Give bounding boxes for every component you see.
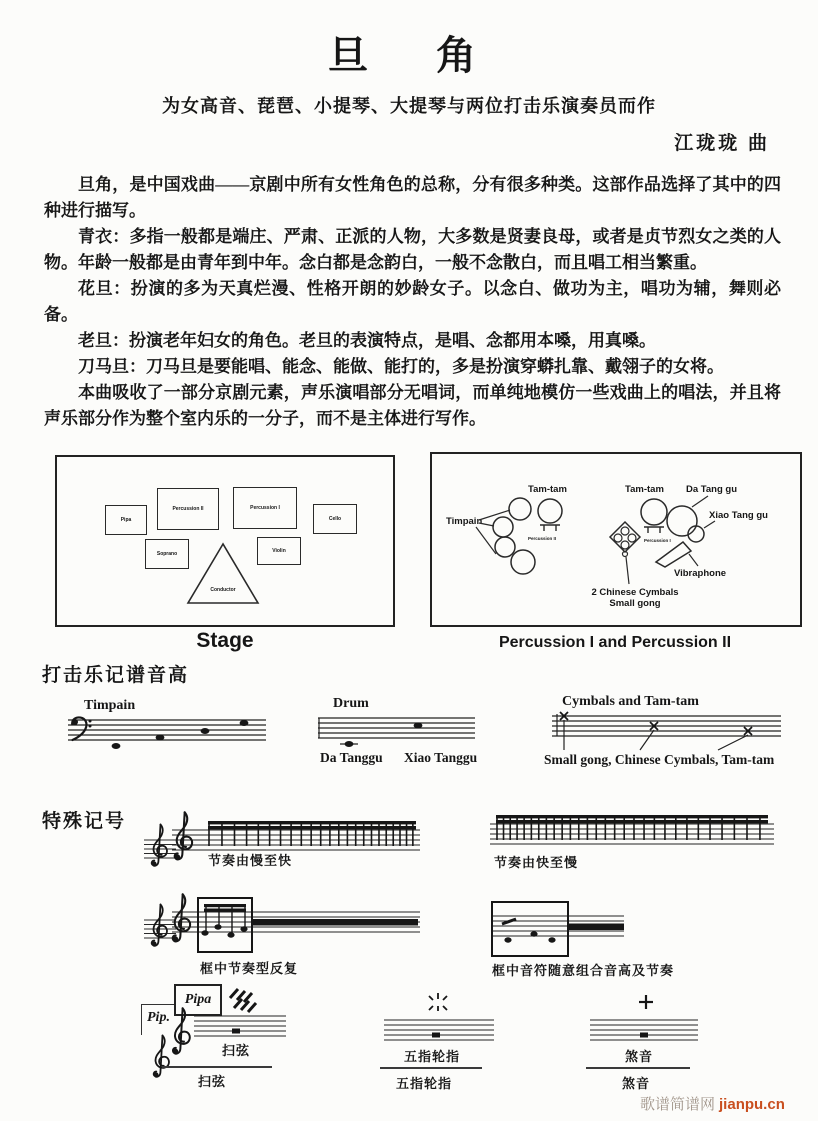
tamtam-right-stand	[644, 527, 664, 533]
stage-box-violin	[257, 537, 301, 565]
ghost-line-mute	[586, 1067, 690, 1069]
xiao-tanggu-sub-label: Xiao Tanggu	[404, 750, 478, 765]
stage-box-percussion2	[157, 488, 219, 530]
watermark-site-url: jianpu.cn	[719, 1096, 785, 1113]
continuation-band-2	[568, 924, 624, 931]
watermark-site-name: 歌谱简谱网	[640, 1096, 716, 1113]
small-gong-label: Small gong	[609, 598, 661, 609]
drum-staff-label: Drum	[333, 696, 369, 711]
composer-credit: 江珑珑 曲	[674, 133, 770, 154]
percussion1-small-label: Percussion I	[644, 538, 671, 543]
ghost-line-strum	[162, 1066, 272, 1068]
mute-caption: 煞音	[625, 1049, 654, 1064]
percussion2-small-label: Percussion II	[528, 536, 557, 541]
da-tanggu-note	[345, 741, 354, 747]
continuation-band	[252, 919, 418, 926]
stage-box-cello	[313, 504, 357, 534]
box-repeat-caption: 框中节奏型反复	[200, 961, 299, 976]
timpani-note-4	[240, 720, 249, 726]
pipa-abbr-label: Pip.	[147, 1010, 170, 1025]
conductor-label: Conductor	[210, 587, 236, 593]
five-finger-staff	[382, 992, 497, 1054]
stage-box-soprano-label: Soprano	[156, 551, 178, 557]
timpani-label: Timpain	[446, 516, 483, 527]
da-tanggu-sub-label: Da Tanggu	[320, 750, 383, 765]
paragraph-huadan: 花旦：扮演的多为天真烂漫、性格开朗的妙龄女子。以念白、做功为主，唱功为辅，舞则必备。	[44, 279, 781, 324]
slow-to-fast-caption: 节奏由慢至快	[208, 853, 293, 868]
da-tang-gu-label: Da Tang gu	[686, 484, 738, 495]
five-finger-symbol	[429, 993, 447, 1011]
tamtam-right-circle	[641, 499, 667, 525]
stage-box-soprano	[145, 539, 189, 569]
boxed-rhythm-staff	[170, 888, 422, 960]
timpani-staff	[68, 712, 268, 762]
stage-box-pipa-label: Pipa	[120, 517, 132, 523]
stage-caption: Stage	[196, 629, 254, 652]
strum-symbol	[230, 989, 256, 1012]
tamtam-left-circle	[538, 499, 562, 523]
stage-box-cello-label: Cello	[328, 516, 342, 522]
cymbals-staff-label: Cymbals and Tam-tam	[562, 694, 699, 709]
chinese-cymbals-label: 2 Chinese Cymbals	[591, 587, 679, 598]
mute-notehead	[640, 1033, 648, 1038]
pipa-instrument-box: Pipa	[174, 984, 222, 1016]
timpani-note-2	[156, 735, 165, 741]
mute-caption-ghost: 煞音	[622, 1076, 651, 1091]
watermark	[640, 1093, 785, 1114]
paragraph-daomadan: 刀马旦：刀马旦是要能唱、能念、能做、能打的，多是扮演穿蟒扎靠、戴翎子的女将。	[78, 357, 724, 376]
dedication-subtitle: 为女高音、琵琶、小提琴、大提琴与两位打击乐演奏员而作	[162, 96, 656, 116]
five-finger-caption-ghost: 五指轮指	[396, 1076, 453, 1091]
notation-heading: 打击乐记谱音高	[42, 665, 190, 686]
stage-box-percussion1-label: Percussion I	[250, 505, 280, 511]
five-finger-notehead	[432, 1033, 440, 1038]
paragraph-overview: 旦角，是中国戏曲——京剧中所有女性角色的总称，分有很多种类。这部作品选择了其中的四种进行描写。	[44, 175, 781, 220]
strum-notehead	[232, 1029, 240, 1034]
timpani-staff-label: Timpain	[84, 698, 136, 713]
vibraphone-label: Vibraphone	[673, 568, 727, 579]
xiao-tanggu-note	[414, 723, 423, 729]
percussion-caption: Percussion I and Percussion II	[498, 634, 732, 651]
da-tang-gu-circle	[667, 506, 697, 536]
ghost-line-five-finger	[380, 1067, 482, 1069]
free-box	[492, 902, 568, 956]
percussion-diagram-drawing	[432, 454, 800, 625]
page-title: 旦 角	[328, 33, 490, 78]
timpani-note-3	[201, 728, 210, 734]
tamtam-left-label: Tam-tam	[528, 484, 567, 495]
tamtam-right-label: Tam-tam	[625, 484, 664, 495]
stage-box-pipa	[105, 505, 147, 535]
five-finger-caption: 五指轮指	[404, 1049, 461, 1064]
strum-caption: 扫弦	[222, 1043, 251, 1058]
strum-caption-ghost: 扫弦	[198, 1074, 227, 1089]
stage-diagram	[55, 455, 395, 627]
conductor-triangle	[185, 541, 261, 607]
cymbals-diamond	[610, 522, 640, 557]
paragraph-composition-note: 本曲吸收了一部分京剧元素，声乐演唱部分无唱词，而单纯地模仿一些戏曲上的唱法，并且将声乐部分作为整个室内乐的一分子，而不是主体进行写作。	[44, 383, 781, 428]
cymbals-sub-label: Small gong, Chinese Cymbals, Tam-tam	[544, 752, 775, 767]
stage-box-percussion1	[233, 487, 297, 529]
xiao-tang-gu-label: Xiao Tang gu	[709, 510, 768, 521]
cymbals-staff	[548, 708, 783, 758]
mute-staff	[588, 992, 700, 1054]
box-free-caption: 框中音符随意组合音高及节奏	[492, 963, 675, 978]
plus-symbol	[639, 995, 653, 1009]
intro-text	[44, 172, 781, 432]
special-signs-heading: 特殊记号	[42, 811, 127, 832]
vibraphone-shape	[656, 542, 691, 567]
boxed-free-staff	[488, 894, 698, 966]
fast-to-slow-caption: 节奏由快至慢	[494, 855, 579, 870]
paragraph-laodan: 老旦：扮演老年妇女的角色。老旦的表演特点，是唱、念都用本嗓，用真嗓。	[78, 331, 656, 350]
stage-box-percussion2-label: Percussion II	[172, 506, 204, 512]
timpani-note-1	[112, 743, 121, 749]
paragraph-qingyi: 青衣：多指一般都是端庄、严肃、正派的人物，大多数是贤妻良母，或者是贞节烈女之类的人物。年龄一般都是由青年到中年。念白都是念韵白，一般不念散白，而且唱工相当繁重。	[44, 227, 781, 272]
tamtam-left-stand	[540, 525, 560, 531]
stage-box-violin-label: Violin	[272, 548, 286, 554]
percussion-diagram	[430, 452, 802, 627]
